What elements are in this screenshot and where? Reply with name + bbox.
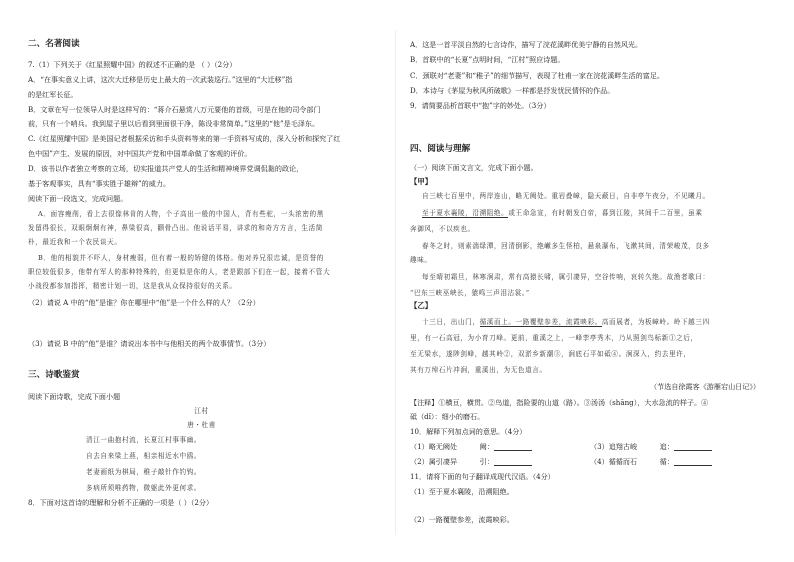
q10-item-1: （1）略无阙处 阙： [410, 442, 532, 451]
q8-option-a: A．这是一首平淡自然的七言诗作，描写了浣花溪畔优美宁静的自然风光。 [410, 40, 643, 49]
q8-text: 8．下面对这首诗的理解和分析不正确的一项是（ ）（2分） [28, 498, 214, 507]
section-3-instruction: 阅读下面诗歌，完成下面小题 [28, 392, 121, 401]
q11-text: 11．请将下面的句子翻译成现代汉语。（4分） [410, 472, 555, 481]
q7-2-text: （2）请说 A 中的“他”是谁？你在哪里中“他”是一个什么样的人？（2分） [28, 298, 260, 307]
yi-underlined-sentence: 循溪而上。一路覆壁参差，流霞映彩。 [479, 318, 602, 326]
q7-option-a-line2: 的是红军长征。 [28, 90, 78, 99]
notes-line-2: 砥（dǐ）：细小的磨石。 [410, 412, 485, 421]
yi-line-4: 其有万绰石片冲涧，重溪出，为无色道言。 [410, 366, 547, 374]
q7-option-d-line1: D．该书以作者独立考察的立场，切实报道共产党人的生活和精神境界党调侃黏的政论， [28, 164, 304, 173]
q10-text: 10．解释下列加点词的意思。（4分） [410, 427, 527, 436]
passage-b-line1: B．他的相貌并不吓人，身材瘦弱，但有着一般的矫健的体格。他对养兄很忠诚，是资誉的 [38, 254, 324, 262]
notes-line-1: 【注释】①横亘，横贯。②鸟道，指险要的山道（路）。③汤汤（shāng），大水急流的样子。④ [410, 398, 709, 407]
q7-3-text: （3）请说 B 中的“他”是谁？请说出本书中与他相关的两个故事情节。（3分） [28, 339, 271, 348]
reading-instruction: 阅读下面一段选文，完成问题。 [28, 194, 128, 203]
q8-option-c: C．颈联对“老妻”和“稚子”的细节描写，表现了杜甫一家在浣花溪畔生活的富足。 [410, 71, 665, 80]
yi-line-2: 里，有一石高冠，为小育刀峰。更前，重溪之上，一峰孪亭秀木，乃从照剑鸟标新①之后， [410, 334, 698, 342]
q10-item-2-phrase: （2）属引凄异 [410, 457, 458, 466]
jia-line-2-rest: 或王命急宣，有时朝发白帝，暮到江陵，其间千二百里，虽乘 [508, 209, 703, 217]
passage-a-line1: A．面容瘦削，看上去很像林肯的人物，个子高出一般的中国人，背有些驼，一头浓密的黑 [38, 210, 324, 218]
q10-item-4-word: 循 [659, 457, 667, 466]
q11-item-2: （2）一路覆壁参差，流霞映彩。 [410, 515, 514, 524]
q9-text: 9．请简要品析首联中“抱”字的妙处。（3分） [410, 101, 551, 110]
section-3-title: 三、诗歌鉴赏 [28, 370, 80, 380]
yi-line-3: 至无梁水，遂陟剑峰，越其岭②，双淤乡新潮③，涧底石平如砥④。涧深入，约去里许， [410, 350, 691, 358]
q10-item-4: （4）循循而石 循： [590, 457, 712, 466]
poem-title: 江村 [194, 407, 209, 415]
jia-line-6: 每至晴初霜旦，林寒涧肃，常有高猿长啸，属引凄异，空谷传响，哀转久绝。故渔者歌曰： [422, 273, 710, 281]
q7-option-a-line1: A．“在事实意义上讲，这次大迁移是历史上最大的一次武装巡行。”这里的“大迁移”指 [28, 75, 293, 84]
passage-yi-label: 【乙】 [410, 301, 433, 310]
q11-item-1: （1）至于夏水襄陵，沿溯阻绝。 [410, 487, 514, 496]
jia-line-5: 趣味。 [410, 256, 432, 264]
jia-line-1: 自三峡七百里中，两岸连山，略无阙处。重岩叠嶂，隐天蔽日，自非亭午夜分，不见曦月。 [422, 192, 710, 200]
yi-line-1 [422, 318, 710, 327]
poem-line-4: 多病所须唯药物，微躯此外更何求。 [86, 484, 202, 492]
yi-source: （节选自徐霞客《游雁宕山日记》） [650, 382, 760, 391]
q10-item-2: （2）属引凄异 引： [410, 457, 532, 466]
q7-option-b-line1: B．文章在写一位领导人时是这样写的：“蒋介石悬赏八万元要他的首级，可是在他的司令部门 [28, 105, 321, 114]
column-divider [395, 30, 396, 535]
passage-jia-label: 【甲】 [410, 177, 433, 186]
poem-line-1: 清江一曲抱村流，长夏江村事事幽。 [86, 436, 202, 444]
poem-line-2: 自去自来梁上燕，相亲相近水中鸥。 [86, 452, 202, 460]
q10-item-1-phrase: （1）略无阙处 [410, 442, 458, 451]
yi-line-1-rest: 高而展者，为板嶂岭。岭下越三四 [601, 318, 710, 326]
q10-item-3-word: 追 [659, 442, 667, 451]
q10-item-4-blank[interactable] [674, 459, 712, 466]
yi-line-1-start: 十三日，出山门， [422, 318, 480, 326]
q10-item-1-blank[interactable] [494, 444, 532, 451]
jia-line-2 [422, 209, 703, 218]
jia-line-3: 奔御风，不以疾也。 [410, 225, 475, 233]
q7-option-b-line2: 前，只有一个哨兵。我到屋子里以后看到里面很干净，陈设非常简单。”这里的“他”是毛泽东。 [28, 119, 320, 128]
q10-item-3: （3）追翔古峻 追： [590, 442, 712, 451]
passage-b-line3: 小战役都参加指挥，精密计划一切，这是我从众保持很好的关系。 [28, 282, 237, 290]
q7-option-d-line2: 基于客观事实，具有“事实胜于雄辩”的威力。 [28, 179, 171, 188]
q7-1-text: 7.（1）下列关于《红星照耀中国》的叙述不正确的是 （ ）（2分） [28, 60, 237, 69]
q7-option-c-line1: C.《红星照耀中国》是美国记者根据采访和手头资料等来的第一手资料写成的，深入分析和探究了红 [28, 134, 341, 143]
jia-line-7: “巴东三峡巫峡长，猿鸣三声泪沾裳。” [410, 289, 530, 297]
q10-item-3-blank[interactable] [674, 444, 712, 451]
q10-item-4-phrase: （4）循循而石 [590, 457, 638, 466]
jia-line-4: 春冬之时，则素湍绿潭，回清倒影，绝𪩘多生怪柏，悬泉瀑布，飞漱其间，清荣峻茂，良多 [422, 242, 710, 250]
poem-author: 唐・杜甫 [187, 421, 216, 429]
q8-option-d: D．本诗与《茅屋为秋风所破歌》一样都是抒发忧民情怀的作品。 [410, 86, 615, 95]
q8-option-b: B．首联中的“长夏”点明时间，“江村”照应诗题。 [410, 55, 565, 64]
passage-b-line2: 职位较低很多，他带有军人的那种特殊的，但更似是你的人，老是跟部下们在一起，接着不管大 [28, 268, 331, 276]
q10-item-1-word: 阙 [479, 442, 487, 451]
jia-underlined-sentence: 至于夏水襄陵，沿溯阻绝。 [422, 209, 509, 217]
section-4-subtitle: （一）阅读下面文言文，完成下面小题。 [410, 163, 538, 172]
section-4-title: 四、阅读与理解 [410, 144, 471, 154]
q7-option-c-line2: 色中国”产生、发展的原因，对中国共产党和中国革命做了客观的评价。 [28, 149, 252, 158]
q10-item-3-phrase: （3）追翔古峻 [590, 442, 638, 451]
q10-item-2-word: 引 [479, 457, 487, 466]
poem-line-3: 老妻画纸为棋局，稚子敲针作钓钩。 [86, 468, 202, 476]
passage-a-line2: 发留得很长，双眼炯炯有神，鼻梁很高，颧骨凸出。他说话平易，讲求的和奇方方言，生活简 [28, 224, 323, 232]
section-2-title: 二、名著阅读 [28, 39, 80, 49]
q10-item-2-blank[interactable] [494, 459, 532, 466]
passage-a-line3: 朴，最近我和一个农民谈天。 [28, 238, 122, 246]
